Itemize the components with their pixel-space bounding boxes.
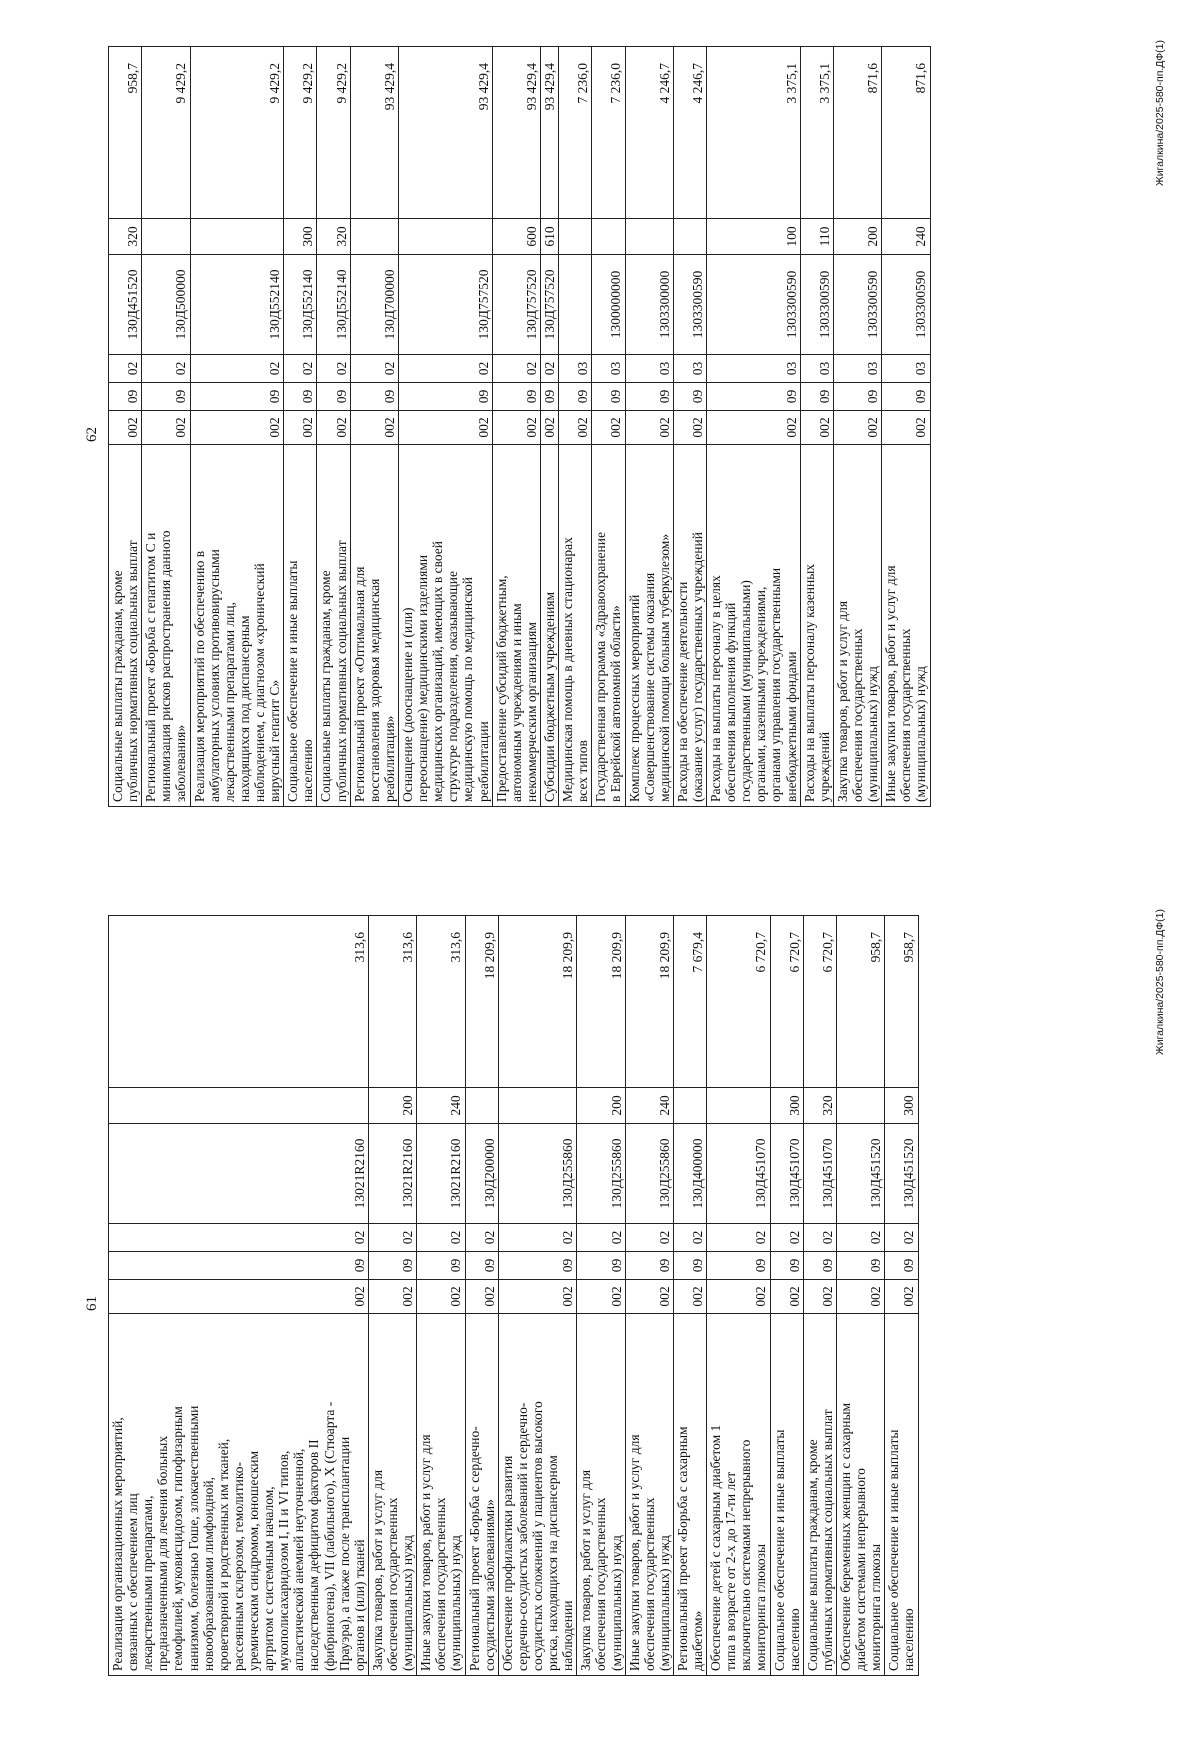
table-row [803,916,836,1676]
grbs-code: 002 [625,411,673,445]
expense-type-code [625,219,673,255]
section-code: 09 [882,383,930,411]
target-article-code: 130Д757520 [540,255,558,355]
table-row [885,916,918,1676]
expense-type-code [498,1088,577,1124]
budget-table [108,915,919,1676]
amount: 9 429,2 [284,47,317,219]
row-name: Государственная программа «Здравоохранение в Еврейской автономной области» [592,445,625,807]
grbs-code: 002 [492,411,540,445]
target-article-code: 130Д451520 [885,1124,918,1224]
subsection-code: 02 [417,1224,465,1252]
expense-type-code [350,219,398,255]
subsection-code: 03 [625,355,673,383]
subsection-code: 02 [317,355,350,383]
target-article-code: 130Д700000 [350,255,398,355]
expense-type-code: 100 [707,219,801,255]
target-article-code: 130Д400000 [673,1124,706,1224]
budget-table [108,46,931,807]
section-code: 09 [673,383,706,411]
table-row [498,916,577,1676]
target-article-code: 130Д451070 [803,1124,836,1224]
expense-type-code [190,219,284,255]
section-code: 09 [707,383,801,411]
section-code: 09 [800,383,833,411]
grbs-code: 002 [882,411,930,445]
table-row [625,47,673,807]
grbs-code: 002 [540,411,558,445]
target-article-code: 130Д552140 [190,255,284,355]
grbs-code: 002 [142,411,190,445]
amount: 313,6 [368,916,416,1088]
amount: 7 236,0 [592,47,625,219]
subsection-code: 02 [350,355,398,383]
grbs-code: 002 [707,411,801,445]
table-row [190,47,284,807]
expense-type-code: 320 [803,1088,836,1124]
subsection-code: 02 [885,1224,918,1252]
row-name: Реализация мероприятий по обеспечению в амбулаторных условиях противовирусными лекарственными препаратами лиц, находящихся под диспансерным наблюдением, с диагнозом «хронический вирусный гепатит С» [190,445,284,807]
amount: 93 429,4 [398,47,492,219]
subsection-code: 02 [465,1224,498,1252]
target-article-code: 13021R2160 [417,1124,465,1224]
grbs-code: 002 [885,1280,918,1314]
amount: 6 720,7 [707,916,770,1088]
subsection-code: 03 [800,355,833,383]
section-code: 09 [803,1252,836,1280]
expense-type-code: 610 [540,219,558,255]
row-name: Региональный проект «Борьба с сердечно- сосудистыми заболеваниями» [465,1314,498,1676]
grbs-code: 002 [284,411,317,445]
table-row [707,916,770,1676]
grbs-code: 002 [350,411,398,445]
grbs-code: 002 [707,1280,770,1314]
grbs-code: 002 [559,411,592,445]
page-61 [0,869,1200,1738]
row-name: Иные закупки товаров, работ и услуг для обеспечения государственных (муниципальных) нужд [625,1314,673,1676]
subsection-code: 02 [398,355,492,383]
table-row [540,47,558,807]
section-code: 09 [398,383,492,411]
section-code: 09 [833,383,881,411]
row-name: Закупка товаров, работ и услуг для обеспечения государственных (муниципальных) нужд [368,1314,416,1676]
subsection-code: 03 [592,355,625,383]
target-article-code: 1303300590 [882,255,930,355]
section-code: 09 [368,1252,416,1280]
table-row [833,47,881,807]
row-name: Оснащение (дооснащение и (или) переоснащение) медицинскими изделиями медицинских организаций, имеющих в своей структуре подразделения, оказывающие медицинскую помощь по медицинской реабилитации [398,445,492,807]
amount: 313,6 [109,916,369,1088]
row-name: Социальное обеспечение и иные выплаты населению [284,445,317,807]
table-row [707,47,801,807]
footer-doc-id: Жигалкина/2025-580-пп.ДФ(1) [1154,909,1166,1055]
table-row [673,916,706,1676]
grbs-code: 002 [317,411,350,445]
table-row [577,916,625,1676]
target-article-code: 1300000000 [592,255,625,355]
target-article-code: 13021R2160 [368,1124,416,1224]
subsection-code: 02 [577,1224,625,1252]
row-name: Иные закупки товаров, работ и услуг для обеспечения государственных (муниципальных) нужд [882,445,930,807]
amount: 958,7 [837,916,885,1088]
subsection-code: 02 [284,355,317,383]
table-row [417,916,465,1676]
amount: 9 429,2 [190,47,284,219]
table-row [109,47,142,807]
subsection-code: 02 [109,1224,369,1252]
expense-type-code [673,1088,706,1124]
subsection-code: 03 [707,355,801,383]
target-article-code: 130Д451070 [707,1124,770,1224]
subsection-code: 02 [837,1224,885,1252]
section-code: 09 [284,383,317,411]
row-name: Социальные выплаты гражданам, кроме публичных нормативных социальных выплат [317,445,350,807]
target-article-code: 130Д255860 [625,1124,673,1224]
expense-type-code: 110 [800,219,833,255]
table-row [109,916,369,1676]
expense-type-code: 300 [284,219,317,255]
table-row [770,916,803,1676]
target-article-code: 130Д255860 [577,1124,625,1224]
target-article-code: 1303300590 [833,255,881,355]
section-code: 09 [498,1252,577,1280]
table-row [592,47,625,807]
target-article-code: 130Д255860 [498,1124,577,1224]
amount: 93 429,4 [492,47,540,219]
table-row [465,916,498,1676]
amount: 958,7 [109,47,142,219]
section-code: 09 [317,383,350,411]
row-name: Региональный проект «Борьба с гепатитом С и минимизация рисков распространения данного заболевания» [142,445,190,807]
row-name: Закупка товаров, работ и услуг для обеспечения государственных (муниципальных) нужд [577,1314,625,1676]
expense-type-code [592,219,625,255]
expense-type-code: 200 [368,1088,416,1124]
table-row [882,47,930,807]
expense-type-code: 240 [417,1088,465,1124]
amount: 9 429,2 [317,47,350,219]
amount: 4 246,7 [625,47,673,219]
amount: 18 209,9 [465,916,498,1088]
row-name: Социальное обеспечение и иные выплаты населению [770,1314,803,1676]
subsection-code: 03 [833,355,881,383]
section-code: 09 [492,383,540,411]
section-code: 09 [770,1252,803,1280]
amount: 3 375,1 [707,47,801,219]
table-row [837,916,885,1676]
amount: 958,7 [885,916,918,1088]
row-name: Региональный проект «Оптимальная для восстановления здоровья медицинская реабилитация» [350,445,398,807]
row-name: Субсидии бюджетным учреждениям [540,445,558,807]
expense-type-code [398,219,492,255]
grbs-code: 002 [833,411,881,445]
grbs-code: 002 [498,1280,577,1314]
table-row [800,47,833,807]
row-name: Обеспечение детей с сахарным диабетом 1 типа в возрасте от 2-х до 17-ти лет включительно системами непрерывного мониторинга глюкозы [707,1314,770,1676]
subsection-code: 02 [540,355,558,383]
section-code: 09 [142,383,190,411]
target-article-code: 130Д757520 [492,255,540,355]
subsection-code: 02 [673,1224,706,1252]
grbs-code: 002 [625,1280,673,1314]
expense-type-code: 320 [317,219,350,255]
row-name: Предоставление субсидий бюджетным, автономным учреждениям и иным некоммерческим организациям [492,445,540,807]
target-article-code: 130Д200000 [465,1124,498,1224]
subsection-code: 02 [368,1224,416,1252]
target-article-code: 130Д451070 [770,1124,803,1224]
section-code: 09 [592,383,625,411]
amount: 9 429,2 [142,47,190,219]
table-row [142,47,190,807]
section-code: 09 [577,1252,625,1280]
row-name: Медицинская помощь в дневных стационарах всех типов [559,445,592,807]
expense-type-code [465,1088,498,1124]
amount: 313,6 [417,916,465,1088]
subsection-code: 02 [770,1224,803,1252]
amount: 4 246,7 [673,47,706,219]
amount: 18 209,9 [577,916,625,1088]
section-code: 09 [885,1252,918,1280]
expense-type-code: 240 [882,219,930,255]
row-name: Расходы на обеспечение деятельности (оказание услуг) государственных учреждений [673,445,706,807]
amount: 6 720,7 [770,916,803,1088]
expense-type-code [559,219,592,255]
page-number: 61 [84,1296,100,1311]
section-code: 09 [625,1252,673,1280]
section-code: 09 [465,1252,498,1280]
section-code: 09 [109,1252,369,1280]
amount: 18 209,9 [498,916,577,1088]
target-article-code: 130Д552140 [317,255,350,355]
subsection-code: 02 [498,1224,577,1252]
row-name: Расходы на выплаты персоналу казенных учреждений [800,445,833,807]
table-row [284,47,317,807]
expense-type-code [707,1088,770,1124]
expense-type-code: 300 [770,1088,803,1124]
grbs-code: 002 [398,411,492,445]
grbs-code: 002 [673,1280,706,1314]
table-row [559,47,592,807]
subsection-code: 02 [190,355,284,383]
target-article-code: 130Д757520 [398,255,492,355]
table-row [673,47,706,807]
target-article-code: 1303300590 [673,255,706,355]
row-name: Региональный проект «Борьба с сахарным диабетом» [673,1314,706,1676]
expense-type-code [673,219,706,255]
footer-doc-id: Жигалкина/2025-580-пп.ДФ(1) [1154,40,1166,186]
row-name: Иные закупки товаров, работ и услуг для обеспечения государственных (муниципальных) нужд [417,1314,465,1676]
section-code: 09 [837,1252,885,1280]
table-row [625,916,673,1676]
grbs-code: 002 [109,411,142,445]
subsection-code: 02 [492,355,540,383]
section-code: 09 [540,383,558,411]
grbs-code: 002 [577,1280,625,1314]
subsection-code: 02 [142,355,190,383]
grbs-code: 002 [190,411,284,445]
section-code: 09 [190,383,284,411]
section-code: 09 [673,1252,706,1280]
grbs-code: 002 [109,1280,369,1314]
section-code: 09 [559,383,592,411]
section-code: 09 [417,1252,465,1280]
expense-type-code [109,1088,369,1124]
grbs-code: 002 [465,1280,498,1314]
target-article-code: 1303300000 [625,255,673,355]
page-number: 62 [84,427,100,442]
expense-type-code: 320 [109,219,142,255]
row-name: Социальные выплаты гражданам, кроме публичных нормативных социальных выплат [109,445,142,807]
subsection-code: 03 [673,355,706,383]
target-article-code: 130Д552140 [284,255,317,355]
grbs-code: 002 [800,411,833,445]
subsection-code: 02 [625,1224,673,1252]
row-name: Обеспечение профилактики развития сердечно-сосудистых заболеваний и сердечно- сосудистых осложнений у пациентов высокого риска, находящихся на диспансерном наблюдении [498,1314,577,1676]
section-code: 09 [707,1252,770,1280]
subsection-code: 03 [559,355,592,383]
amount: 3 375,1 [800,47,833,219]
expense-type-code: 200 [833,219,881,255]
grbs-code: 002 [837,1280,885,1314]
expense-type-code [142,219,190,255]
expense-type-code: 240 [625,1088,673,1124]
table-row [492,47,540,807]
subsection-code: 02 [707,1224,770,1252]
target-article-code: 1303300590 [800,255,833,355]
row-name: Обеспечение беременных женщин с сахарным диабетом системами непрерывного мониторинга глюкозы [837,1314,885,1676]
target-article-code: 1303300590 [707,255,801,355]
table-row [368,916,416,1676]
grbs-code: 002 [368,1280,416,1314]
expense-type-code: 200 [577,1088,625,1124]
row-name: Реализация организационных мероприятий, связанных с обеспечением лиц лекарственными препаратами, предназначенными для лечения больных гемофилией, муковисцидозом, гипофизарным нанизмом, болезнью Гоше, злокачественными новообразованиями лимфоидной, кроветворной и родственных им тканей, рассеянным склерозом, гемолитико- уремическим синдромом, юношеским артритом с системным началом, мукополисахаридозом I, II и VI типов, апластической анемией неуточненной, наследственным дефицитом факторов II (фибриногена), VII (лабильного), X (Стюарта - Прауэра), а также после трансплантации органов и (или) тканей [109,1314,369,1676]
row-name: Социальное обеспечение и иные выплаты населению [885,1314,918,1676]
section-code: 09 [109,383,142,411]
row-name: Комплекс процессных мероприятий «Совершенствование системы оказания медицинской помощи больным туберкулезом» [625,445,673,807]
target-article-code [559,255,592,355]
amount: 93 429,4 [350,47,398,219]
amount: 871,6 [833,47,881,219]
amount: 7 236,0 [559,47,592,219]
grbs-code: 002 [803,1280,836,1314]
subsection-code: 02 [109,355,142,383]
expense-type-code [837,1088,885,1124]
expense-type-code: 600 [492,219,540,255]
table-row [398,47,492,807]
subsection-code: 02 [803,1224,836,1252]
target-article-code: 13021R2160 [109,1124,369,1224]
amount: 6 720,7 [803,916,836,1088]
row-name: Социальные выплаты гражданам, кроме публичных нормативных социальных выплат [803,1314,836,1676]
amount: 871,6 [882,47,930,219]
subsection-code: 03 [882,355,930,383]
target-article-code: 130Д451520 [837,1124,885,1224]
grbs-code: 002 [592,411,625,445]
table-row [317,47,350,807]
grbs-code: 002 [417,1280,465,1314]
grbs-code: 002 [770,1280,803,1314]
target-article-code: 130Д500000 [142,255,190,355]
amount: 93 429,4 [540,47,558,219]
expense-type-code: 300 [885,1088,918,1124]
row-name: Закупка товаров, работ и услуг для обеспечения государственных (муниципальных) нужд [833,445,881,807]
row-name: Расходы на выплаты персоналу в целях обеспечения выполнения функций государственными (муниципальными) органами, казенными учреждениями, органами управления государственными внебюджетными фондами [707,445,801,807]
amount: 7 679,4 [673,916,706,1088]
target-article-code: 130Д451520 [109,255,142,355]
section-code: 09 [625,383,673,411]
section-code: 09 [350,383,398,411]
table-row [350,47,398,807]
grbs-code: 002 [673,411,706,445]
amount: 18 209,9 [625,916,673,1088]
